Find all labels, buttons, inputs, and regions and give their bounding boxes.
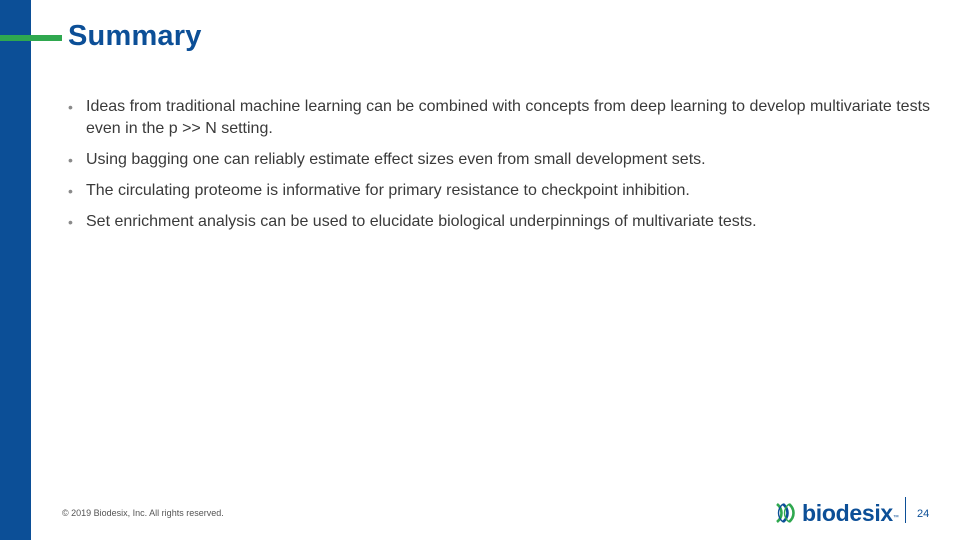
bullet-text: Using bagging one can reliably estimate effect sizes even from small development sets. — [86, 151, 706, 168]
bullet-item — [66, 149, 936, 171]
logo-wordmark: biodesix — [802, 499, 893, 526]
biodesix-logo — [775, 499, 899, 527]
page-number: 24 — [917, 508, 930, 520]
footer-divider — [905, 497, 906, 523]
bullet-text: The circulating proteome is informative for primary resistance to checkpoint inhibition. — [86, 182, 690, 199]
copyright-notice: © 2019 Biodesix, Inc. All rights reserved. — [62, 508, 224, 518]
logo-trademark: ™ — [892, 515, 899, 521]
slide-title: Summary — [68, 20, 202, 52]
title-accent-line — [0, 35, 62, 41]
bullet-icon: • — [68, 183, 73, 199]
bullet-text: Ideas from traditional machine learning can be combined with concepts from deep learning to develop multivariate tests even in the p >> N setting. — [86, 98, 931, 137]
left-brand-bar — [0, 0, 31, 540]
dna-helix-icon — [775, 501, 799, 525]
bullet-icon: • — [68, 152, 73, 168]
bullet-list — [66, 96, 936, 242]
bullet-icon: • — [68, 214, 73, 230]
bullet-item — [66, 96, 936, 140]
bullet-item — [66, 211, 936, 233]
bullet-icon: • — [68, 99, 73, 115]
bullet-item — [66, 180, 936, 202]
bullet-text: Set enrichment analysis can be used to elucidate biological underpinnings of multivariate tests. — [86, 213, 757, 230]
